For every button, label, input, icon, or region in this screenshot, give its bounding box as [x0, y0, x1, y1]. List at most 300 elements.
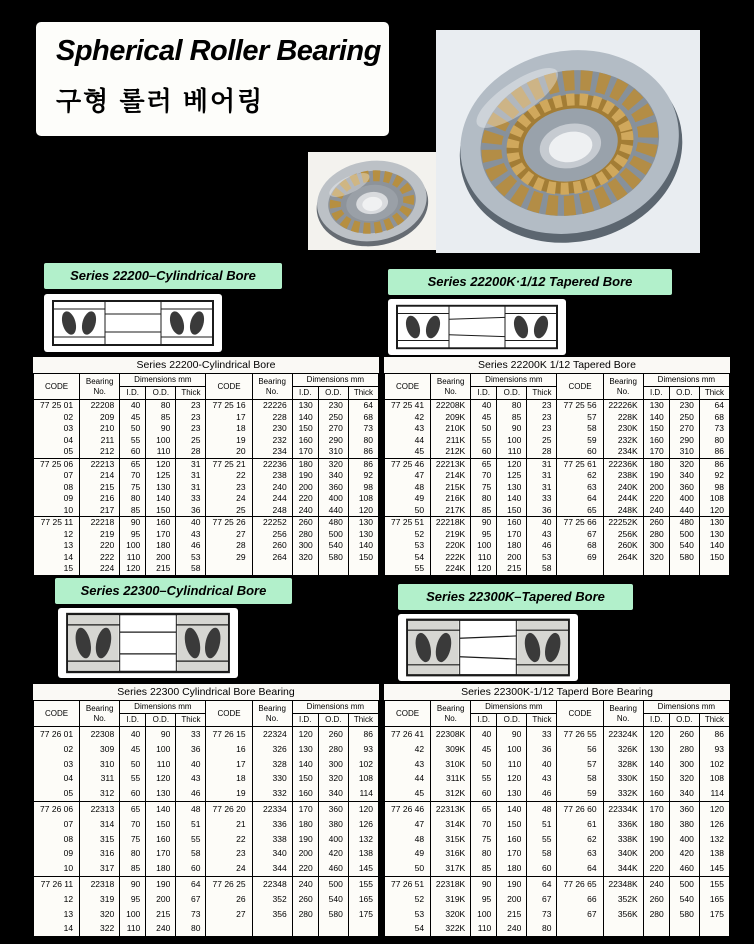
- table-cell: 160: [497, 832, 527, 847]
- table-row: [34, 470, 379, 482]
- table-cell: 58: [527, 846, 557, 861]
- table-cell: 22324: [252, 727, 292, 742]
- table-cell: 73: [699, 423, 729, 435]
- table-cell: 211: [80, 435, 120, 447]
- table-cell: 344K: [603, 861, 643, 876]
- table-cell: 500: [669, 876, 699, 891]
- table-cell: 319: [80, 892, 120, 907]
- table-cell: 150: [643, 771, 669, 786]
- table-cell: 65: [557, 505, 603, 517]
- table-cell: 40: [471, 400, 497, 412]
- table-cell: 260: [669, 727, 699, 742]
- table-cell: 130: [699, 517, 729, 529]
- table-cell: 110: [146, 757, 176, 772]
- table-cell: 77 26 06: [34, 801, 80, 816]
- parts-table-22300: [33, 700, 379, 937]
- table-cell: 90: [120, 876, 146, 891]
- table-cell: 13: [34, 907, 80, 922]
- table-cell: 120: [348, 505, 378, 517]
- table-cell: 42: [385, 412, 431, 424]
- table-cell: 200: [643, 482, 669, 494]
- table-cell: 43: [176, 529, 206, 541]
- table-row: [34, 786, 379, 801]
- table-cell: 160: [292, 786, 318, 801]
- table-cell: 150: [497, 505, 527, 517]
- table-cell: 290: [318, 435, 348, 447]
- table-cell: 145: [699, 861, 729, 876]
- table-cell: 280: [318, 742, 348, 757]
- table-cell: 69: [557, 552, 603, 564]
- table-header-row: [385, 701, 730, 714]
- table-cell: 02: [34, 742, 80, 757]
- section-label-22300k: Series 22300K–Tapered Bore: [398, 584, 633, 610]
- table-cell: 130: [699, 529, 729, 541]
- dimension-sub-header: I.D.: [471, 714, 497, 727]
- table-cell: 316: [80, 846, 120, 861]
- table-cell: 68: [699, 412, 729, 424]
- table-cell: 108: [699, 493, 729, 505]
- table-row: [34, 921, 379, 936]
- table-cell: [252, 563, 292, 575]
- table-cell: 210: [80, 423, 120, 435]
- table-cell: 57: [557, 757, 603, 772]
- table-cell: 580: [669, 907, 699, 922]
- dimension-sub-header: O.D.: [318, 387, 348, 400]
- table-cell: 256K: [603, 529, 643, 541]
- table-cell: 77 26 25: [206, 876, 252, 891]
- table-cell: 330: [252, 771, 292, 786]
- table-cell: 80: [120, 493, 146, 505]
- table-cell: 240: [146, 921, 176, 936]
- table-cell: 60: [176, 861, 206, 876]
- table-cell: 23: [176, 423, 206, 435]
- table-cell: 270: [669, 423, 699, 435]
- table-cell: 40: [120, 727, 146, 742]
- table-cell: 17: [206, 757, 252, 772]
- table-cell: [669, 921, 699, 936]
- table-cell: [348, 921, 378, 936]
- table-cell: 57: [557, 412, 603, 424]
- table-cell: 23: [206, 846, 252, 861]
- table-cell: 10: [34, 861, 80, 876]
- table-cell: 314K: [431, 817, 471, 832]
- table-cell: 190: [643, 470, 669, 482]
- table-cell: 64: [557, 493, 603, 505]
- table-cell: 165: [699, 892, 729, 907]
- table-cell: 95: [471, 892, 497, 907]
- table-cell: 13: [34, 540, 80, 552]
- table-cell: 219: [80, 529, 120, 541]
- table-cell: 77 25 61: [557, 458, 603, 470]
- table-cell: 22208: [80, 400, 120, 412]
- table-cell: 320K: [431, 907, 471, 922]
- table-row: [385, 412, 730, 424]
- table-cell: 77 26 46: [385, 801, 431, 816]
- table-row: [34, 801, 379, 816]
- table-cell: 77 25 11: [34, 517, 80, 529]
- table-cell: 09: [34, 846, 80, 861]
- table-cell: 320: [669, 771, 699, 786]
- table-cell: 240: [252, 482, 292, 494]
- table-cell: 64: [527, 876, 557, 891]
- section-label-22200k: Series 22200K·1/12 Tapered Bore: [388, 269, 672, 295]
- table-cell: 03: [34, 423, 80, 435]
- table-cell: 138: [699, 846, 729, 861]
- table-cell: 216: [80, 493, 120, 505]
- table-cell: 61: [557, 817, 603, 832]
- table-cell: 80: [527, 921, 557, 936]
- table-cell: 170: [643, 801, 669, 816]
- table-header-row: [34, 374, 379, 387]
- table-cell: 22: [206, 832, 252, 847]
- table-cell: 108: [348, 493, 378, 505]
- table-cell: 460: [669, 861, 699, 876]
- table-cell: 43: [527, 771, 557, 786]
- table-cell: 55: [120, 771, 146, 786]
- table-cell: 60: [471, 446, 497, 458]
- table-cell: 160: [146, 517, 176, 529]
- table-cell: 110: [120, 921, 146, 936]
- table-cell: 244: [252, 493, 292, 505]
- table-cell: 19: [206, 786, 252, 801]
- table-cell: 08: [34, 832, 80, 847]
- table-cell: 100: [120, 907, 146, 922]
- table-cell: 22348: [252, 876, 292, 891]
- table-cell: 120: [120, 563, 146, 575]
- table-cell: 150: [699, 552, 729, 564]
- table-cell: 260: [643, 892, 669, 907]
- page-title-korean: 구형 롤러 베어링: [56, 86, 265, 116]
- table-cell: 328K: [603, 757, 643, 772]
- table-cell: 320: [318, 458, 348, 470]
- table-cell: 234K: [603, 446, 643, 458]
- table-cell: 46: [176, 540, 206, 552]
- table-cell: 400: [318, 493, 348, 505]
- table-cell: 12: [34, 892, 80, 907]
- table-cell: 125: [146, 470, 176, 482]
- table-cell: 31: [176, 482, 206, 494]
- table-cell: 25: [527, 435, 557, 447]
- table-cell: 222K: [431, 552, 471, 564]
- dimensions-column-header: Dimensions mm: [643, 701, 729, 714]
- table-cell: 77 26 20: [206, 801, 252, 816]
- table-cell: 110: [471, 921, 497, 936]
- table-cell: 22318: [80, 876, 120, 891]
- table-cell: 140: [699, 540, 729, 552]
- table-cell: 120: [146, 458, 176, 470]
- code-column-header: CODE: [385, 701, 431, 727]
- table-cell: 352: [252, 892, 292, 907]
- table-cell: 110: [497, 446, 527, 458]
- table-cell: 120: [146, 771, 176, 786]
- table-cell: 27: [206, 529, 252, 541]
- bearing-cross-section-icon: [44, 294, 222, 352]
- bearing-cross-section-icon: [58, 608, 238, 678]
- table-cell: 90: [146, 423, 176, 435]
- table-row: [385, 435, 730, 447]
- table-cell: 98: [699, 482, 729, 494]
- table-cell: 16: [206, 742, 252, 757]
- table-cell: 54: [385, 552, 431, 564]
- table-cell: 45: [385, 786, 431, 801]
- table-cell: 53: [385, 907, 431, 922]
- table-cell: 31: [176, 458, 206, 470]
- table-cell: 215: [80, 482, 120, 494]
- table-cell: 102: [699, 757, 729, 772]
- bearing-photo-small-image: [308, 152, 436, 250]
- table-cell: 212K: [431, 446, 471, 458]
- table-cell: 100: [471, 907, 497, 922]
- table-cell: 10: [34, 505, 80, 517]
- table-cell: 309: [80, 742, 120, 757]
- bearing-diagram-22200: [44, 294, 222, 352]
- table-cell: 77 26 55: [557, 727, 603, 742]
- table-row: [34, 771, 379, 786]
- table-cell: 77 25 26: [206, 517, 252, 529]
- table-cell: 356: [252, 907, 292, 922]
- table-cell: 170: [497, 529, 527, 541]
- table-cell: 540: [318, 892, 348, 907]
- table-cell: 114: [699, 786, 729, 801]
- table-cell: 55: [527, 832, 557, 847]
- table-cell: 77 25 41: [385, 400, 431, 412]
- bearing-photo-large-image: [436, 30, 700, 253]
- dimension-sub-header: Thick: [527, 387, 557, 400]
- table-cell: 340K: [603, 846, 643, 861]
- table-cell: 52: [385, 529, 431, 541]
- table-row: [34, 412, 379, 424]
- table-cell: 160: [146, 832, 176, 847]
- dimensions-column-header: Dimensions mm: [471, 374, 557, 387]
- table-cell: 200: [497, 892, 527, 907]
- table-cell: 64: [176, 876, 206, 891]
- table-cell: 160: [643, 786, 669, 801]
- dimensions-column-header: Dimensions mm: [471, 701, 557, 714]
- table-cell: 60: [557, 446, 603, 458]
- table-cell: 190: [146, 876, 176, 891]
- table-cell: 260K: [603, 540, 643, 552]
- table-cell: 240: [292, 505, 318, 517]
- table-cell: 63: [557, 482, 603, 494]
- table-cell: 130: [497, 482, 527, 494]
- bearing-no-column-header: Bearing No.: [80, 374, 120, 400]
- table-cell: 126: [699, 817, 729, 832]
- table-cell: 219K: [431, 529, 471, 541]
- table-row: [34, 727, 379, 742]
- bearing-cross-section-icon: [388, 299, 566, 355]
- table-cell: 260: [292, 517, 318, 529]
- table-cell: 260: [292, 892, 318, 907]
- table-cell: 210K: [431, 423, 471, 435]
- table-cell: 230: [669, 400, 699, 412]
- table-cell: [292, 563, 318, 575]
- table-cell: 95: [120, 892, 146, 907]
- table-cell: 220: [80, 540, 120, 552]
- table-cell: 31: [176, 470, 206, 482]
- dimension-sub-header: O.D.: [497, 387, 527, 400]
- table-cell: 140: [643, 757, 669, 772]
- code-column-header: CODE: [34, 701, 80, 727]
- table-cell: 22334K: [603, 801, 643, 816]
- table-row: [34, 892, 379, 907]
- table-cell: 540: [318, 540, 348, 552]
- table-cell: 320: [669, 458, 699, 470]
- table-cell: 60: [120, 786, 146, 801]
- table-cell: 170: [292, 801, 318, 816]
- table-cell: 33: [176, 493, 206, 505]
- table-cell: 77 25 56: [557, 400, 603, 412]
- table-cell: 08: [34, 482, 80, 494]
- table-cell: 256: [252, 529, 292, 541]
- table-cell: 150: [146, 817, 176, 832]
- table-cell: 22318K: [431, 876, 471, 891]
- table-cell: 200: [146, 552, 176, 564]
- table-cell: 14: [34, 921, 80, 936]
- table-cell: 180: [146, 861, 176, 876]
- table-cell: 138: [348, 846, 378, 861]
- table-cell: 190: [497, 876, 527, 891]
- table-cell: 45: [120, 412, 146, 424]
- table-cell: 316K: [431, 846, 471, 861]
- table-cell: 22218: [80, 517, 120, 529]
- table-cell: 180: [643, 458, 669, 470]
- table-cell: 04: [34, 771, 80, 786]
- table-cell: 40: [176, 517, 206, 529]
- table-row: [385, 517, 730, 529]
- table-row: [385, 771, 730, 786]
- table-cell: 22313K: [431, 801, 471, 816]
- table-cell: 155: [699, 876, 729, 891]
- table-cell: 212: [80, 446, 120, 458]
- table-cell: 77 26 60: [557, 801, 603, 816]
- section-label-22200: Series 22200–Cylindrical Bore: [44, 263, 282, 289]
- table-cell: [348, 563, 378, 575]
- table-cell: 86: [699, 458, 729, 470]
- table-cell: 175: [348, 907, 378, 922]
- table-cell: 580: [318, 552, 348, 564]
- table-cell: 20: [206, 446, 252, 458]
- table-row: [385, 907, 730, 922]
- table-cell: 18: [206, 771, 252, 786]
- table-cell: 43: [176, 771, 206, 786]
- table-cell: 130: [643, 400, 669, 412]
- table-cell: 100: [471, 540, 497, 552]
- table-cell: 180: [497, 861, 527, 876]
- bearing-diagram-22300k: [398, 614, 578, 681]
- table-cell: 70: [471, 470, 497, 482]
- table-cell: 332: [252, 786, 292, 801]
- table-cell: [206, 563, 252, 575]
- table-cell: 22213K: [431, 458, 471, 470]
- table-cell: 53: [385, 540, 431, 552]
- table-cell: 28: [527, 446, 557, 458]
- table-row: [34, 540, 379, 552]
- table-cell: 75: [471, 482, 497, 494]
- table-cell: 67: [557, 907, 603, 922]
- table-cell: 400: [669, 832, 699, 847]
- table-cell: 85: [120, 505, 146, 517]
- table-cell: 440: [669, 505, 699, 517]
- table-row: [385, 505, 730, 517]
- table-cell: 44: [385, 435, 431, 447]
- table-cell: 58: [527, 563, 557, 575]
- table-cell: 160: [643, 435, 669, 447]
- table-cell: 165: [348, 892, 378, 907]
- table-cell: 170: [146, 529, 176, 541]
- table-cell: 400: [669, 493, 699, 505]
- table-cell: 98: [348, 482, 378, 494]
- table-cell: 22308K: [431, 727, 471, 742]
- table-cell: 215: [497, 907, 527, 922]
- table-row: [385, 786, 730, 801]
- table-cell: 130: [348, 517, 378, 529]
- table-cell: 320: [643, 552, 669, 564]
- table-cell: 120: [348, 801, 378, 816]
- table-cell: 90: [146, 727, 176, 742]
- table-cell: [252, 921, 292, 936]
- table-cell: 340: [669, 470, 699, 482]
- table-cell: 300: [669, 757, 699, 772]
- table-cell: 170: [292, 446, 318, 458]
- bearing-no-column-header: Bearing No.: [431, 701, 471, 727]
- table-cell: 23: [176, 412, 206, 424]
- table-row: [385, 892, 730, 907]
- table-cell: 29: [206, 552, 252, 564]
- table-cell: 65: [471, 458, 497, 470]
- table-row: [34, 505, 379, 517]
- table-cell: 320: [80, 907, 120, 922]
- table-cell: 140: [146, 801, 176, 816]
- dimension-sub-header: O.D.: [669, 387, 699, 400]
- table-row: [385, 529, 730, 541]
- table-cell: 234: [252, 446, 292, 458]
- table-cell: 300: [292, 540, 318, 552]
- table-cell: 270: [318, 423, 348, 435]
- table-row: [34, 435, 379, 447]
- table-cell: 340: [318, 470, 348, 482]
- table-cell: 110: [471, 552, 497, 564]
- table-cell: 340: [252, 846, 292, 861]
- table-cell: 140: [497, 801, 527, 816]
- table-cell: 380: [318, 817, 348, 832]
- table-cell: 100: [497, 435, 527, 447]
- bearing-diagram-22200k: [388, 299, 566, 355]
- table-title-22200k: Series 22200K 1/12 Tapered Bore: [477, 359, 636, 371]
- table-cell: 47: [385, 470, 431, 482]
- table-row: [34, 742, 379, 757]
- table-cell: 85: [120, 861, 146, 876]
- table-cell: 93: [348, 742, 378, 757]
- table-cell: 53: [176, 552, 206, 564]
- table-cell: 15: [34, 563, 80, 575]
- table-cell: 150: [292, 771, 318, 786]
- table-cell: 108: [699, 771, 729, 786]
- table-cell: 51: [527, 817, 557, 832]
- table-cell: 330K: [603, 771, 643, 786]
- table-row: [34, 907, 379, 922]
- table-cell: 145: [348, 861, 378, 876]
- table-cell: 360: [669, 801, 699, 816]
- table-cell: 320: [292, 552, 318, 564]
- table-cell: 280: [292, 907, 318, 922]
- table-cell: 58: [557, 423, 603, 435]
- table-cell: 77 25 01: [34, 400, 80, 412]
- table-row: [385, 446, 730, 458]
- table-cell: 140: [146, 493, 176, 505]
- page-title: Spherical Roller Bearing: [56, 35, 381, 67]
- table-cell: 17: [206, 412, 252, 424]
- table-cell: 80: [120, 846, 146, 861]
